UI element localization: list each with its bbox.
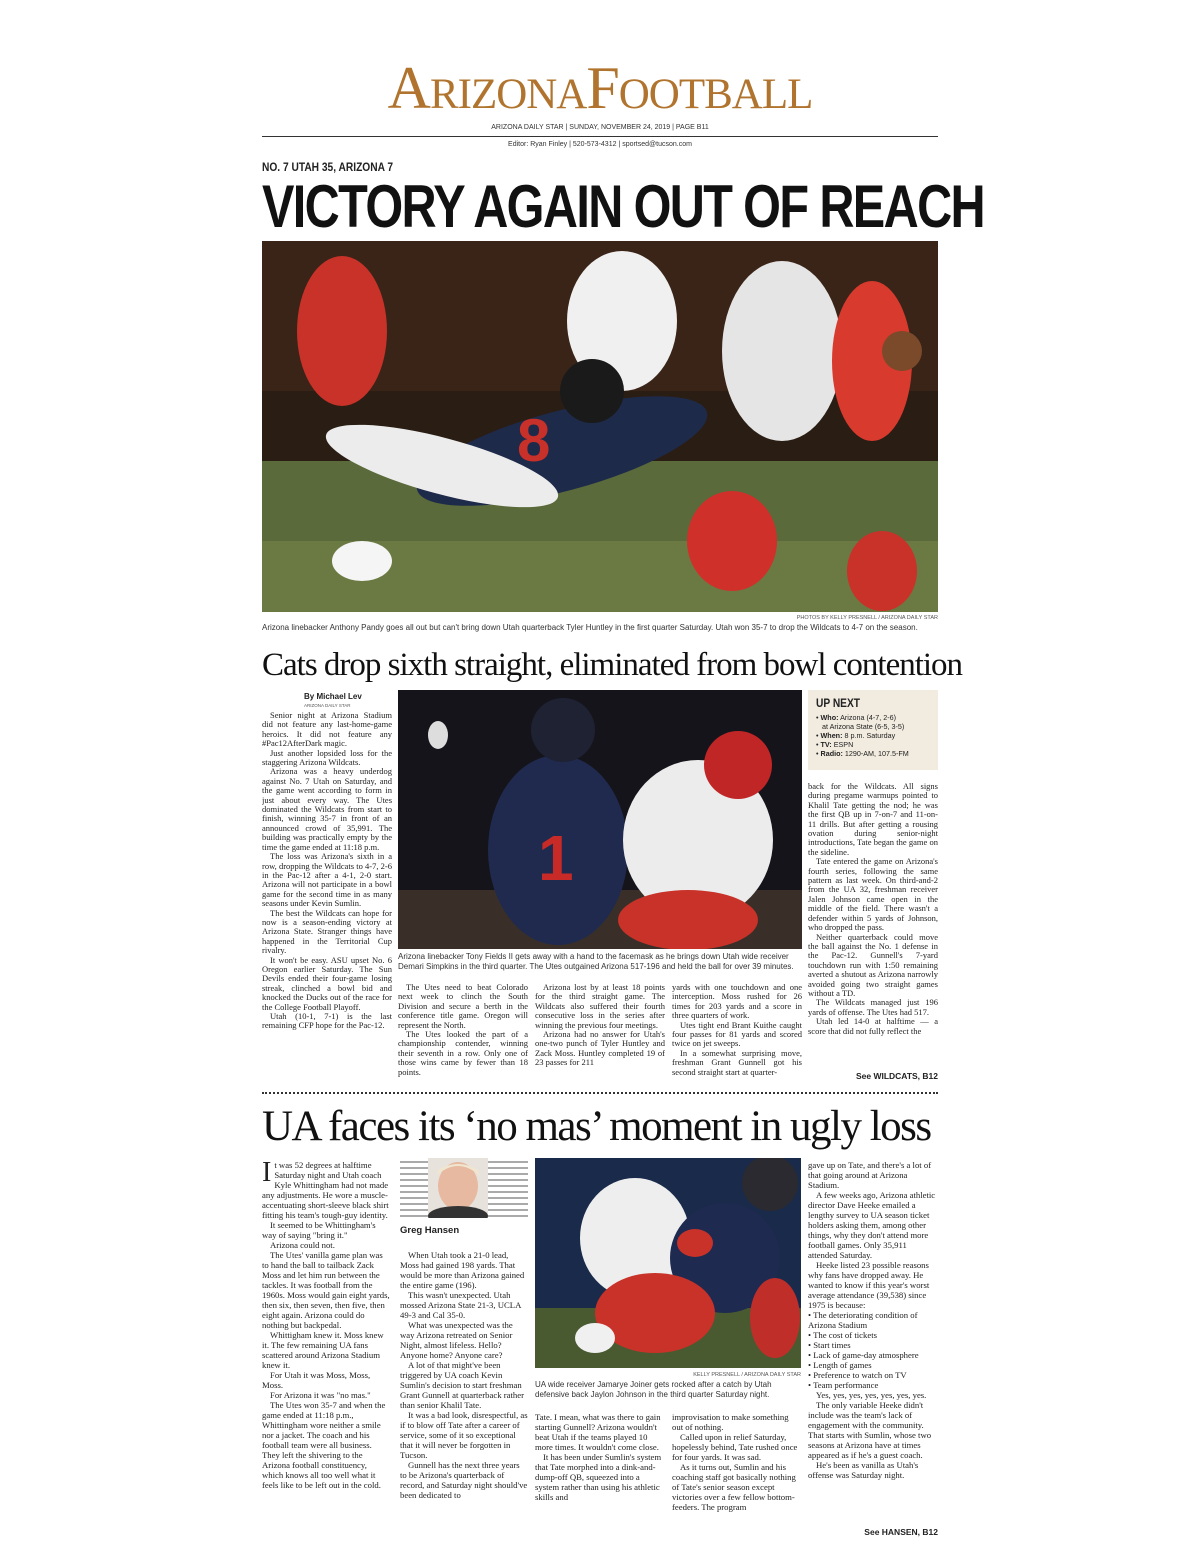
paragraph: The only variable Heeke didn't include was the team's lack of engagement with the community. That starts with Sumlin, whose two seasons at Arizona have at times appeared as if he's a guest coach.	[808, 1400, 932, 1460]
up-next-tv: • TV: ESPN	[816, 740, 854, 749]
paragraph: Arizona lost by at least 18 points for the third straight game. The Wildcats also suffered their fourth consecutive loss in the series after winning the previous four meetings.	[535, 983, 665, 1030]
paragraph: Tate. I mean, what was there to gain starting Gunnell? Arizona wouldn't beat Utah if the teams played 10 more times. It wouldn't come close.	[535, 1412, 661, 1452]
paragraph: As it turns out, Sumlin and his coaching staff got basically nothing of Tate's senior season except victories over a few fellow bottom-feeders. The program	[672, 1462, 796, 1512]
masthead	[262, 55, 938, 125]
list-item: • The cost of tickets	[808, 1330, 938, 1340]
paragraph: Utah led 14-0 at halftime — a score that did not fully reflect the	[808, 1016, 938, 1036]
story3-photo	[535, 1158, 801, 1368]
story3-column-3	[535, 1412, 663, 1540]
paragraph: The Utes need to beat Colorado next week to clinch the South Division and secure a berth in the conference title game. Oregon will represent the North.	[398, 983, 528, 1030]
columnist-photo	[400, 1158, 528, 1218]
svg-text:1: 1	[538, 822, 574, 894]
story2-column-2	[398, 983, 528, 1083]
paragraph: It has been under Sumlin's system that Tate morphed into a dink-and-dump-off QB, squeezed into a system rather than using his athletic skills and	[535, 1452, 662, 1502]
paragraph: It won't be easy. ASU upset No. 6 Oregon earlier Saturday. The Sun Devils ended their four-game losing streak, clinched a bowl bid and knocked the Ducks out of the race for the College Football Playoff.	[262, 954, 392, 1012]
photo-credit: PHOTOS BY KELLY PRESNELL / ARIZONA DAILY STAR	[796, 615, 938, 621]
paragraph: t was 52 degrees at halftime Saturday night and Utah coach Kyle Whittingham had not made any adjustments. He wore a muscle-accentuating short-sleeve black shirt fitting his team's tough-guy identity.	[262, 1160, 389, 1220]
paragraph: Called upon in relief Saturday, hopelessly behind, Tate rushed once for four yards. It was sad.	[672, 1432, 798, 1462]
survey-reasons-list	[808, 1310, 938, 1390]
story2-photo	[398, 690, 802, 949]
paragraph: When Utah took a 21-0 lead, Moss had gained 198 yards. That would be more than Arizona gained the entire game (196).	[400, 1250, 525, 1290]
paragraph: Arizona could not.	[270, 1240, 335, 1250]
kicker: NO. 7 UTAH 35, ARIZONA 7	[262, 160, 394, 174]
up-next-who: • Who: Arizona (4-7, 2-6)	[816, 713, 897, 722]
paragraph: What was unexpected was the way Arizona retreated on Senior Night, almost lifeless. Hello? Anyone home? Anyone care?	[400, 1320, 513, 1360]
list-item: • Team performance	[808, 1380, 938, 1390]
paragraph: A lot of that might've been triggered by UA coach Kevin Sumlin's decision to start freshman Grant Gunnell at quarterback rather than senior Khalil Tate.	[400, 1360, 524, 1410]
paragraph: Arizona was a heavy underdog against No. 7 Utah on Saturday, and the game went according to form in just about every way. The Utes dominated the Wildcats from start to finish, winning 35-7 in front of an announced crowd of 35,991. The building was practically empty by the time the game ended at 11:18 p.m.	[262, 766, 392, 852]
drop-cap: I	[262, 1160, 272, 1188]
story3-column-5	[808, 1160, 938, 1522]
paragraph: Just another lopsided loss for the staggering Arizona Wildcats.	[262, 747, 392, 768]
up-next-box	[808, 690, 938, 770]
paragraph: The best the Wildcats can hope for now is a season-ending victory at Arizona State. Stranger things have happened in the Territorial Cup rivalry.	[262, 907, 392, 956]
paragraph: It seemed to be Whittingham's way of saying "bring it."	[262, 1220, 376, 1240]
paragraph: The loss was Arizona's sixth in a row, dropping the Wildcats to 4-7, 2-6 in the Pac-12 after a 4-1, 2-0 start. Arizona will not participate in a bowl game for the second time in as many seasons under Kevin Sumlin.	[262, 851, 392, 909]
masthead-word: RIZONA	[429, 71, 587, 118]
main-headline: VICTORY AGAIN OUT OF REACH	[262, 173, 985, 240]
paragraph: In a somewhat surprising move, freshman Grant Gunnell got his second straight start at quarter-	[672, 1047, 802, 1077]
paragraph: Utah (10-1, 7-1) is the last remaining CFP hope for the Pac-12.	[262, 1011, 392, 1031]
columnist-name: Greg Hansen	[400, 1225, 460, 1236]
story3-column-4	[672, 1412, 800, 1540]
paragraph: Arizona had no answer for Utah's one-two punch of Tyler Huntley and Zack Moss. Huntley completed 19 of 23 passes for 211	[535, 1029, 665, 1068]
story3-jump-line[interactable]: See HANSEN, B12	[864, 1527, 938, 1537]
photo-caption: Arizona linebacker Anthony Pandy goes all out but can't bring down Utah quarterback Tyler Huntley in the first quarter Saturday. Utah won 35-7 to drop the Wildcats to 4-7 on the season.	[262, 623, 918, 632]
masthead-word: OOTBALL	[618, 71, 813, 118]
story2-column-5	[808, 782, 938, 1064]
paragraph: The Utes won 35-7 and when the game ended at 11:18 p.m., Whittingham wore neither a smile nor a jacket. The coach and his football team were all business. They left the shivering to the Arizona football constituency, which knows all too well what it feels like to be left out in the cold.	[262, 1400, 386, 1490]
list-item: • Length of games	[808, 1360, 938, 1370]
up-next-who-opponent: at Arizona State (6-5, 3-5)	[822, 722, 905, 731]
up-next-when: • When: 8 p.m. Saturday	[816, 731, 896, 740]
list-item: • Start times	[808, 1340, 938, 1350]
newspaper-page	[262, 0, 985, 1554]
paragraph: The Utes' vanilla game plan was to hand the ball to tailback Zack Moss and let him run between the tackles. It was football from the 1960s. Moss would gain eight yards, then six, then seven, then five, then eight again. Arizona could do nothing but backpedal.	[262, 1250, 390, 1330]
divider	[262, 136, 938, 137]
main-photo	[262, 241, 938, 612]
byline-affiliation: ARIZONA DAILY STAR	[304, 703, 351, 708]
story3-column-1	[262, 1160, 390, 1540]
list-item: • Lack of game-day atmosphere	[808, 1350, 938, 1360]
story3-photo-credit: KELLY PRESNELL / ARIZONA DAILY STAR	[693, 1372, 801, 1378]
paragraph: For Arizona it was "no mas."	[270, 1390, 371, 1400]
list-item: • Preference to watch on TV	[808, 1370, 938, 1380]
paragraph: Tate entered the game on Arizona's fourth series, following the same pattern as last week. On third-and-2 from the UA 32, freshman receiver Jalen Johnson came open in the middle of the field. There wasn't a defender within 5 yards of Johnson, who dropped the pass.	[808, 856, 938, 933]
story3-photo-caption: UA wide receiver Jamarye Joiner gets rocked after a catch by Utah defensive back Jaylon Johnson in the third quarter Saturday night.	[535, 1380, 772, 1399]
paragraph: improvisation to make something out of nothing.	[672, 1412, 789, 1432]
paragraph: gave up on Tate, and there's a lot of that going around at Arizona Stadium.	[808, 1160, 932, 1190]
story2-column-1	[262, 711, 392, 1086]
paragraph: For Utah it was Moss, Moss, Moss.	[262, 1370, 371, 1390]
paragraph: yards with one touchdown and one interception. Moss rushed for 26 times for 203 yards and a score in three quarters of work.	[672, 983, 802, 1021]
svg-text:8: 8	[517, 407, 551, 474]
paragraph: He's been as vanilla as Utah's offense was Saturday night.	[808, 1460, 919, 1480]
masthead-letter: A	[387, 55, 430, 121]
masthead-letter: F	[586, 55, 619, 121]
paragraph: A few weeks ago, Arizona athletic director Dave Heeke emailed a lengthy survey to UA season ticket holders asking them, among other things, why they don't attend more football games. Only 35,911 attended Saturday.	[808, 1190, 936, 1260]
dateline: ARIZONA DAILY STAR | SUNDAY, NOVEMBER 24, 2019 | PAGE B11	[491, 124, 709, 131]
up-next-radio: • Radio: 1290-AM, 107.5-FM	[816, 749, 909, 758]
story2-headline: Cats drop sixth straight, eliminated from bowl contention	[262, 647, 963, 683]
list-item: • The deteriorating condition of Arizona Stadium	[808, 1310, 938, 1330]
byline: By Michael Lev	[304, 692, 362, 701]
paragraph: This wasn't unexpected. Utah mossed Arizona State 21-3, UCLA 49-3 and Cal 35-0.	[400, 1290, 521, 1320]
editor-line: Editor: Ryan Finley | 520-573-4312 | sportsed@tucson.com	[508, 141, 692, 148]
paragraph: Utes tight end Brant Kuithe caught four passes for 81 yards and scored twice on jet sweeps.	[672, 1019, 802, 1049]
paragraph: The Utes looked the part of a championship contender, winning their seventh in a row. Only one of those wins came by fewer than 18 points.	[398, 1029, 528, 1077]
story2-jump-line[interactable]: See WILDCATS, B12	[855, 1071, 938, 1081]
up-next-title: UP NEXT	[816, 696, 861, 710]
story3-headline: UA faces its ‘no mas’ moment in ugly loss	[262, 1103, 931, 1150]
paragraph: Whittigham knew it. Moss knew it. The few remaining UA fans scattered around Arizona Stadium knew it.	[262, 1330, 384, 1370]
story2-column-3	[535, 983, 665, 1083]
paragraph: It was a bad look, disrespectful, as if to blow off Tate after a career of service, some of it so exceptional that it will never be forgotten in Tucson.	[400, 1410, 528, 1460]
story2-column-4	[672, 983, 802, 1083]
paragraph: Yes, yes, yes, yes, yes, yes, yes.	[816, 1390, 927, 1400]
story2-photo-caption: Arizona linebacker Tony Fields II gets away with a hand to the facemask as he brings down Utah wide receiver Demari Simpkins in the third quarter. The Utes outgained Arizona 517-196 and held the ball for over 39 minutes.	[398, 952, 794, 971]
paragraph: Neither quarterback could move the ball against the No. 1 defense in the Pac-12. Gunnell's 7-yard touchdown run with 1:50 remaining averted a shutout as Arizona narrowly avoided going two straight games without a TD.	[808, 931, 938, 998]
paragraph: The Wildcats managed just 196 yards of offense. The Utes had 517.	[808, 997, 938, 1017]
paragraph: back for the Wildcats. All signs during pregame warmups pointed to Khalil Tate getting the nod; he was the first QB up in 7-on-7 and 11-on-11 drills. But after getting a rousing ovation during senior-night introductions, Tate began the game on the sideline.	[808, 782, 938, 857]
paragraph: Gunnell has the next three years to be Arizona's quarterback of record, and Saturday night should've been dedicated to	[400, 1460, 528, 1500]
paragraph: Senior night at Arizona Stadium did not feature any last-home-game heroics. It did not feature any #Pac12AfterDark magic.	[262, 711, 392, 749]
story3-column-2	[400, 1250, 528, 1540]
section-divider	[262, 1092, 938, 1094]
paragraph: Heeke listed 23 possible reasons why fans have dropped away. He wanted to know if this year's worst average attendance (39,538) since 1975 is because:	[808, 1260, 930, 1310]
